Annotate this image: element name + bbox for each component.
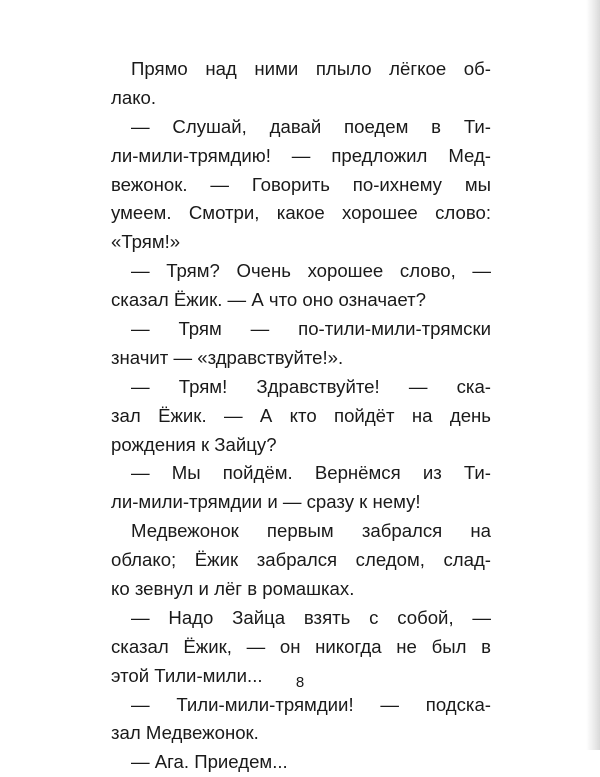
text-line: — Тили-мили-трямдии! — подска- — [131, 693, 491, 715]
text-line: Прямо над ними плыло лёгкое об- — [131, 58, 491, 79]
text-line: ли-мили-трямдии и — сразу к нему! — [111, 491, 421, 513]
page-edge-shadow — [586, 0, 600, 750]
text-line: ко зевнул и лёг в ромашках. — [111, 578, 355, 600]
text-line: — Трям — по-тили-мили-трямски — [131, 318, 491, 340]
body-text — [111, 55, 491, 777]
text-line: — Надо Зайца взять с собой, — — [131, 606, 491, 628]
text-line: — Слушай, давай поедем в Ти- — [131, 115, 491, 137]
text-line: зал Ёжик. — А кто пойдёт на день — [111, 404, 491, 426]
text-line: значит — «здравствуйте!». — [111, 346, 344, 368]
text-line: сказал Ёжик. — А что оно означает? — [111, 289, 426, 311]
text-line: — Трям! Здравствуйте! — ска- — [131, 375, 491, 397]
text-line: — Ага. Приедем... — [131, 751, 288, 773]
text-line: зал Медвежонок. — [111, 722, 259, 744]
page-number: 8 — [295, 674, 305, 691]
text-line: «Трям!» — [111, 231, 181, 253]
text-line: — Трям? Очень хорошее слово, — — [131, 260, 491, 282]
text-line: вежонок. — Говорить по-ихнему мы — [111, 173, 491, 195]
text-line: ли-мили-трямдию! — предложил Мед- — [111, 144, 491, 166]
text-line: сказал Ёжик, — он никогда не был в — [111, 635, 491, 657]
text-line: рождения к Зайцу? — [111, 433, 277, 455]
text-line: лако. — [111, 86, 157, 108]
text-line: Медвежонок первым забрался на — [131, 520, 491, 542]
text-line: этой Тили-мили... — [111, 664, 263, 686]
text-line: облако; Ёжик забрался следом, слад- — [111, 549, 491, 571]
text-line: — Мы пойдём. Вернёмся из Ти- — [131, 462, 491, 484]
text-line: умеем. Смотри, какое хорошее слово: — [111, 202, 491, 224]
